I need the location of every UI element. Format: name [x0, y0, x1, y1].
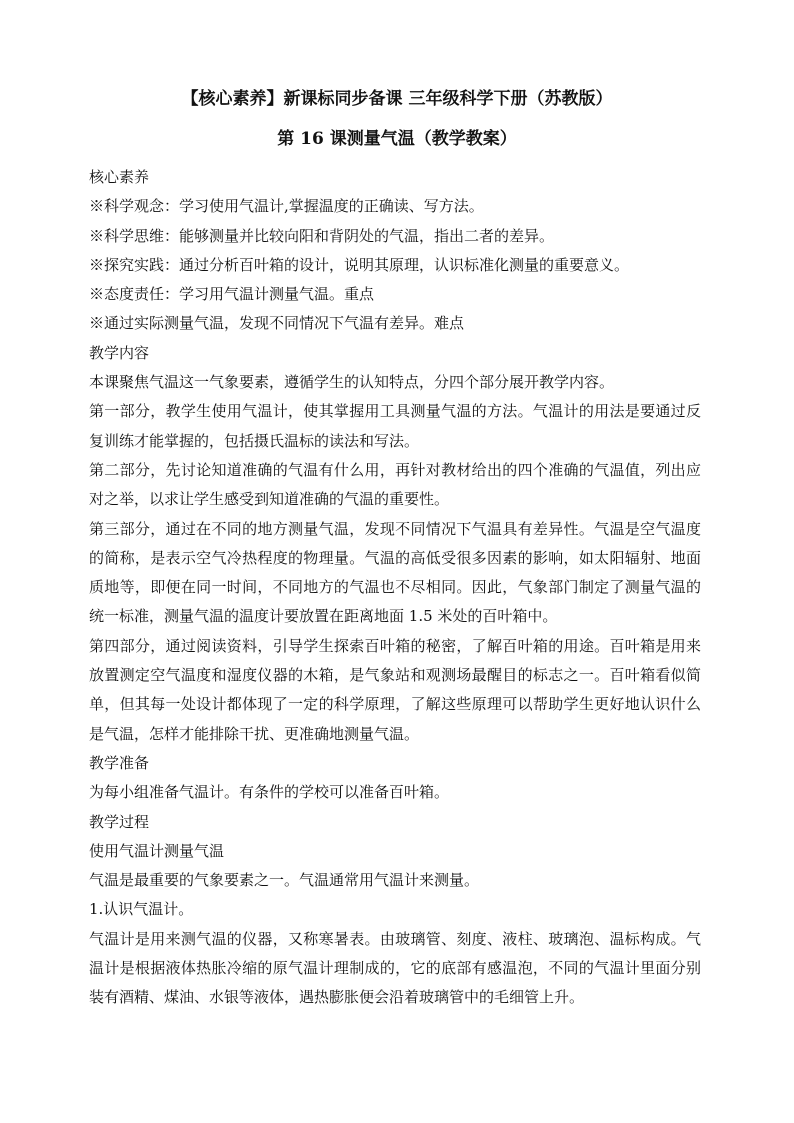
paragraph-preparation: 为每小组准备气温计。有条件的学校可以准备百叶箱。 [89, 783, 450, 802]
paragraph-inquiry-practice: ※探究实践：通过分析百叶箱的设计，说明其原理，认识标准化测量的重要意义。 [89, 255, 630, 274]
document-title: 【核心素养】新课标同步备课 三年级科学下册（苏教版） [181, 89, 613, 109]
paragraph-attitude: ※态度责任：学习用气温计测量气温。重点 [89, 285, 375, 304]
paragraph-content-intro: 本课聚焦气温这一气象要素，遵循学生的认知特点，分四个部分展开教学内容。 [89, 373, 615, 392]
paragraph-science-thinking: ※科学思维：能够测量并比较向阳和背阴处的气温，指出二者的差异。 [89, 226, 555, 245]
section-heading-core-literacy: 核心素养 [89, 168, 150, 186]
paragraph-part-three: 第三部分，通过在不同的地方测量气温，发现不同情况下气温具有差异性。气温是空气温度的简称，是表示空气冷热程度的物理量。气温的高低受很多因素的影响，如太阳辐射、地面质地等，即便在同一时间，不同地方的气温也不尽相同。因此，气象部门制定了测量气温的统一标准，测量气温的温度计要放置在距离地面 1.5 米处的百叶箱中。 [89, 519, 701, 626]
document-body [89, 163, 701, 1013]
section-heading-teaching-process: 教学过程 [89, 812, 150, 831]
section-heading-teaching-content: 教学内容 [89, 343, 150, 362]
lesson-title: 第 16 课测量气温（教学教案） [277, 129, 517, 149]
paragraph-difficulty: ※通过实际测量气温，发现不同情况下气温有差异。难点 [89, 314, 465, 333]
paragraph-temperature-intro: 气温是最重要的气象要素之一。气温通常用气温计来测量。 [89, 871, 480, 890]
list-item-know-thermometer: 1.认识气温计。 [89, 900, 194, 919]
section-heading-preparation: 教学准备 [89, 753, 150, 772]
subheading-use-thermometer: 使用气温计测量气温 [89, 841, 225, 860]
paragraph-science-concept: ※科学观念：学习使用气温计,掌握温度的正确读、写方法。 [89, 197, 484, 216]
paragraph-thermometer-description: 气温计是用来测气温的仪器，又称寒暑表。由玻璃管、刻度、液柱、玻璃泡、温标构成。气温计是根据液体热胀冷缩的原气温计理制成的，它的底部有感温泡，不同的气温计里面分别装有酒精、煤油、水银等液体，遇热膨胀便会沿着玻璃管中的毛细管上升。 [89, 929, 701, 1007]
paragraph-part-four: 第四部分，通过阅读资料，引导学生探索百叶箱的秘密，了解百叶箱的用途。百叶箱是用来放置测定空气温度和湿度仪器的木箱，是气象站和观测场最醒目的标志之一。百叶箱看似简单，但其每一处设计都体现了一定的科学原理，了解这些原理可以帮助学生更好地认识什么是气温，怎样才能排除干扰、更准确地测量气温。 [89, 636, 701, 743]
paragraph-part-two: 第二部分，先讨论知道准确的气温有什么用，再针对教材给出的四个准确的气温值，列出应对之举，以求让学生感受到知道准确的气温的重要性。 [89, 460, 701, 509]
paragraph-part-one: 第一部分，教学生使用气温计，使其掌握用工具测量气温的方法。气温计的用法是要通过反复训练才能掌握的，包括摄氏温标的读法和写法。 [89, 402, 701, 450]
